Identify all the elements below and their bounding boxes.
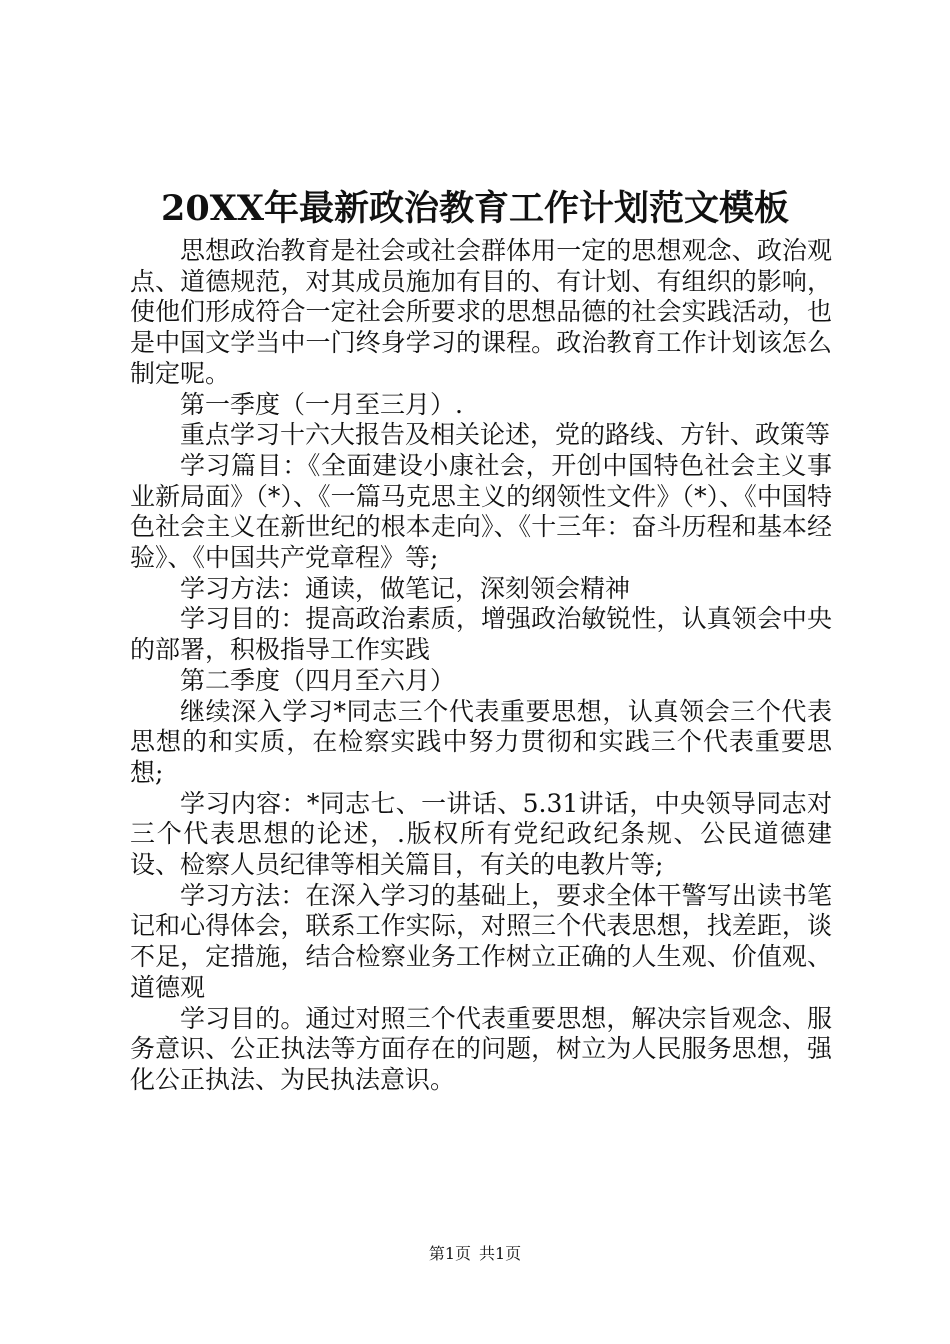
page-total: 共1页 — [479, 1244, 522, 1263]
paragraph-q1-goal: 学习目的：提高政治素质，增强政治敏锐性，认真领会中央的部署，积极指导工作实践 — [130, 604, 832, 665]
paragraph-q1-heading: 第一季度（一月至三月）. — [180, 389, 463, 419]
page-footer — [0, 1244, 950, 1264]
document-title: 20XX年最新政治教育工作计划范文模板 — [160, 188, 790, 229]
paragraph-q1-readings: 学习篇目：《全面建设小康社会，开创中国特色社会主义事业新局面》（*）、《一篇马克思主义的纲领性文件》（*）、《中国特色社会主义在新世纪的根本走向》、《十三年：奋斗历程和基本经验》、《中国共产党章程》等; — [130, 450, 832, 573]
paragraph-q2-method: 学习方法：在深入学习的基础上，要求全体干警写出读书笔记和心得体会，联系工作实际，对照三个代表思想，找差距，谈不足，定措施，结合检察业务工作树立正确的人生观、价值观、道德观 — [130, 880, 832, 1002]
page-number: 第1页 — [428, 1244, 471, 1263]
paragraph-q2-content: 学习内容：*同志七、一讲话、5.31讲话，中央领导同志对三个代表思想的论述，.版权所有党纪政纪条规、公民道德建设、检察人员纪律等相关篇目，有关的电教片等; — [130, 788, 832, 880]
paragraph-q2-focus: 继续深入学习*同志三个代表重要思想，认真领会三个代表思想的和实质，在检察实践中努力贯彻和实践三个代表重要思想; — [130, 696, 832, 787]
document-body — [130, 236, 832, 1096]
paragraph-q1-method: 学习方法：通读，做笔记，深刻领会精神 — [180, 573, 631, 603]
paragraph-q1-focus: 重点学习十六大报告及相关论述，党的路线、方针、政策等 — [180, 420, 831, 450]
paragraph-intro: 思想政治教育是社会或社会群体用一定的思想观念、政治观点、道德规范，对其成员施加有目的、有计划、有组织的影响，使他们形成符合一定社会所要求的思想品德的社会实践活动，也是中国文学当中一门终身学习的课程。政治教育工作计划该怎么制定呢。 — [130, 236, 832, 388]
paragraph-q2-goal: 学习目的。通过对照三个代表重要思想，解决宗旨观念、服务意识、公正执法等方面存在的问题，树立为人民服务思想，强化公正执法、为民执法意识。 — [130, 1003, 832, 1094]
paragraph-q2-heading: 第二季度（四月至六月） — [180, 665, 456, 695]
